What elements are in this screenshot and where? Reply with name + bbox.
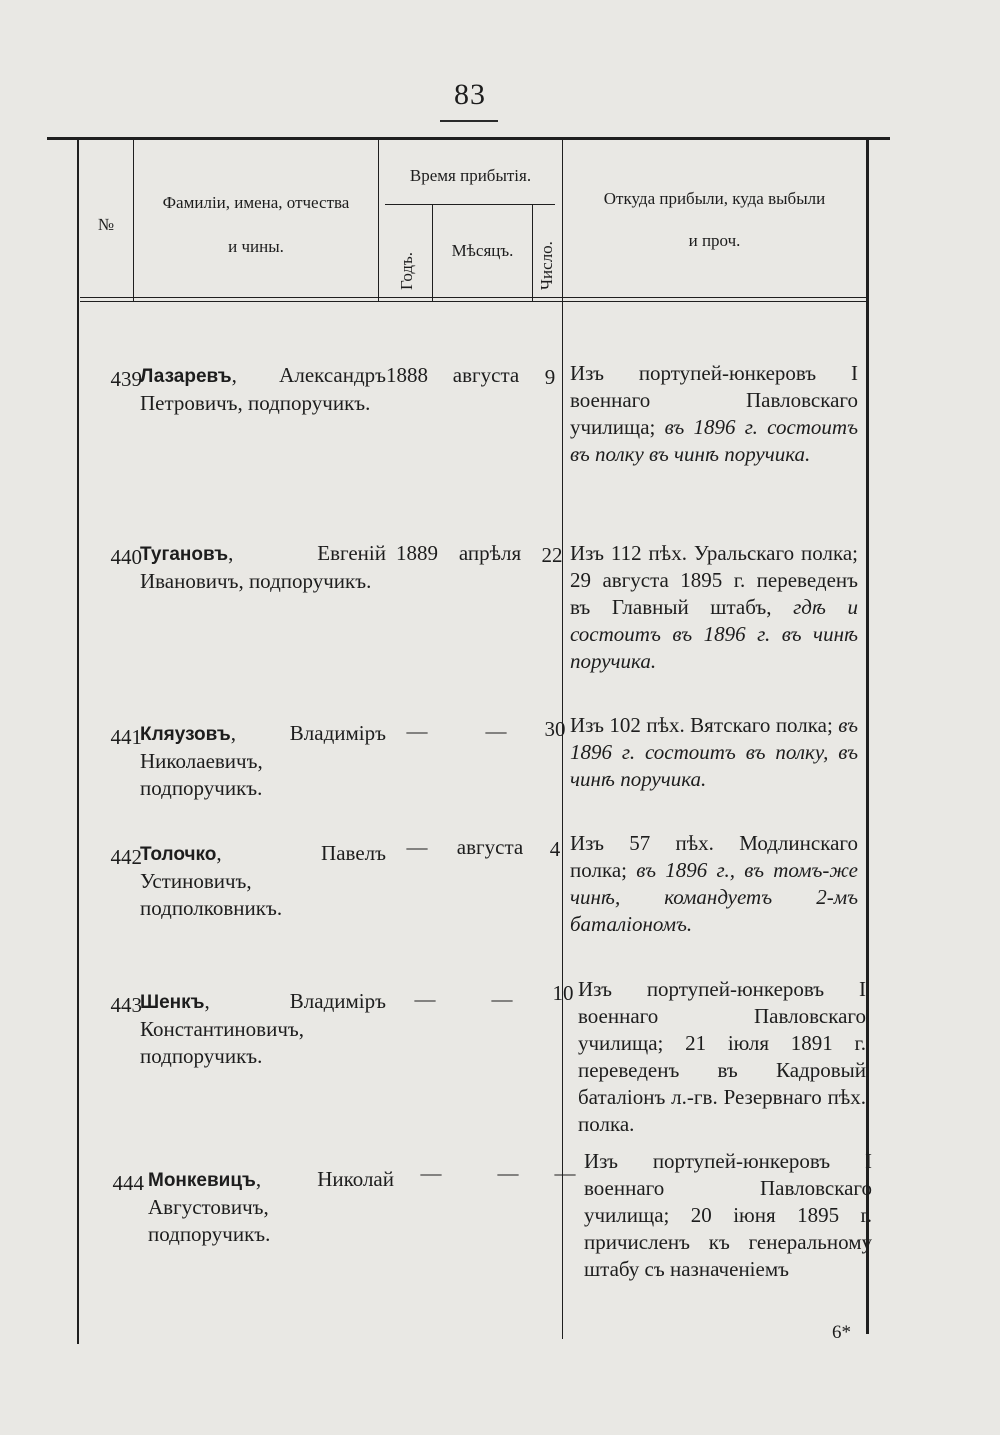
surname: Толочко xyxy=(140,844,217,865)
row-number: 444 xyxy=(112,1171,144,1195)
header-day: Число. xyxy=(537,241,556,290)
arrival-month: августа xyxy=(456,835,524,859)
row-number: 442 xyxy=(110,845,142,869)
page-number-underline xyxy=(440,120,498,122)
person-name xyxy=(140,840,386,922)
header-rule-upper xyxy=(80,297,866,298)
surname: Кляузовъ xyxy=(140,724,231,745)
name-rest: , Владиміръ Константиновичъ, подпоручикъ. xyxy=(140,989,386,1068)
note-italic: гдѣ и состоитъ въ 1896 г. въ чинѣ поручика. xyxy=(570,595,859,674)
arrival-day: 30 xyxy=(544,717,566,741)
table-left-border xyxy=(77,139,79,1344)
note-plain: Изъ 112 пѣх. Уральскаго полка; 29 августа 1895 г. переведенъ въ Главный штабъ, xyxy=(570,541,858,620)
note-italic: въ 1896 г. состоитъ въ полку въ чинѣ поручика. xyxy=(570,415,859,467)
note-italic: въ 1896 г. состоитъ въ полку, въ чинѣ поручика. xyxy=(570,713,858,792)
arrival-year: 1888 xyxy=(386,363,428,387)
arrival-group-underline xyxy=(385,204,555,205)
arrival-year: — xyxy=(406,719,428,743)
name-rest: , Павелъ Устиновичъ, подполковникъ. xyxy=(140,841,386,920)
header-notes-line2: и проч. xyxy=(688,231,741,250)
header-notes-line1: Откуда прибыли, куда выбыли xyxy=(603,189,826,208)
note xyxy=(570,712,858,793)
arrival-month: — xyxy=(497,1161,519,1185)
row-number: 439 xyxy=(110,367,142,391)
name-rest: , Евгеній Ивановичъ, подпоручикъ. xyxy=(140,541,386,593)
name-rest: , Александръ Петровичъ, подпоручикъ. xyxy=(140,363,386,415)
arrival-month: апрѣля xyxy=(458,541,522,565)
person-name xyxy=(140,988,386,1070)
header-rule-lower xyxy=(80,301,866,302)
person-name xyxy=(140,362,386,417)
surname: Монкевицъ xyxy=(148,1170,256,1191)
page-number: 83 xyxy=(454,78,486,111)
person-name xyxy=(148,1166,394,1248)
header-name-line2: и чины. xyxy=(228,237,284,256)
surname: Шенкъ xyxy=(140,992,205,1013)
header-arrival-group: Время прибытія. xyxy=(409,166,532,185)
header-name-line1: Фамиліи, имена, отчества xyxy=(162,193,350,212)
column-divider-num xyxy=(133,139,134,302)
arrival-day: — xyxy=(554,1161,576,1185)
surname: Тугановъ xyxy=(140,544,229,565)
note-plain: Изъ портупей-юнкеровъ I военнаго Павловскаго училища; 21 іюля 1891 г. переведенъ въ Кадровый баталіонъ л.-гв. Резервнаго пѣх. полка. xyxy=(578,977,866,1137)
note xyxy=(584,1148,872,1283)
arrival-year: — xyxy=(406,835,428,859)
column-divider-month xyxy=(532,204,533,302)
note-plain: Изъ 102 пѣх. Вятскаго полка; xyxy=(570,713,839,737)
row-number: 441 xyxy=(110,725,142,749)
header-year: Годъ. xyxy=(397,251,416,290)
arrival-day: 4 xyxy=(549,837,561,861)
note-plain: Изъ портупей-юнкеровъ I военнаго Павловскаго училища; 20 іюня 1895 г. причисленъ къ генеральному штабу съ назначеніемъ xyxy=(584,1149,872,1282)
note-italic: въ 1896 г., въ томъ-же чинѣ, командуетъ 2-мъ баталіономъ. xyxy=(570,858,858,937)
note-plain: Изъ 57 пѣх. Модлинскаго полка; xyxy=(570,831,858,883)
note xyxy=(570,830,858,938)
row-number: 440 xyxy=(110,545,142,569)
note xyxy=(570,540,858,675)
name-rest: , Николай Августовичъ, подпоручикъ. xyxy=(148,1167,394,1246)
signature-mark: 6* xyxy=(832,1322,851,1343)
row-number: 443 xyxy=(110,993,142,1017)
arrival-year: 1889 xyxy=(396,541,438,565)
arrival-year: — xyxy=(420,1161,442,1185)
table-top-rule xyxy=(47,137,890,140)
note xyxy=(578,976,866,1138)
arrival-day: 9 xyxy=(544,365,556,389)
arrival-month: — xyxy=(485,719,507,743)
arrival-day: 10 xyxy=(552,981,574,1005)
name-rest: , Владиміръ Николаевичъ, подпоручикъ. xyxy=(140,721,386,800)
arrival-month: — xyxy=(491,987,513,1011)
header-month: Мѣсяцъ. xyxy=(451,241,514,260)
note xyxy=(570,360,858,468)
person-name xyxy=(140,540,386,595)
note-plain: Изъ портупей-юнкеровъ I военнаго Павловскаго училища; xyxy=(570,361,858,440)
surname: Лазаревъ xyxy=(140,366,232,387)
person-name xyxy=(140,720,386,802)
arrival-year: — xyxy=(414,987,436,1011)
header-num: № xyxy=(97,215,115,234)
arrival-day: 22 xyxy=(541,543,563,567)
arrival-month: августа xyxy=(452,363,520,387)
